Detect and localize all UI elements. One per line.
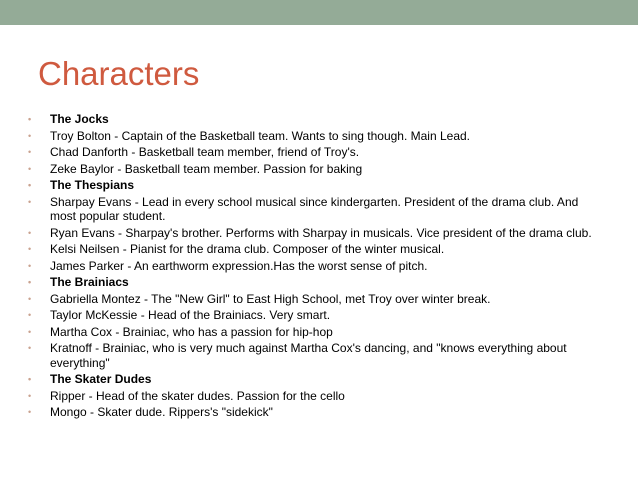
list-item — [28, 129, 598, 144]
list-item — [28, 405, 598, 420]
bullet-icon: • — [28, 374, 32, 384]
list-item — [28, 341, 598, 370]
list-item — [28, 259, 598, 274]
bullet-icon: • — [28, 196, 32, 207]
bullet-icon: • — [28, 147, 32, 157]
bullet-icon: • — [28, 407, 32, 417]
list-item-text: Zeke Baylor - Basketball team member. Passion for baking — [50, 161, 363, 176]
list-item-text: Taylor McKessie - Head of the Brainiacs. Very smart. — [50, 308, 331, 322]
bullet-icon: • — [28, 326, 32, 337]
list-item-text: Chad Danforth - Basketball team member, friend of Troy's. — [50, 145, 360, 159]
list-item — [28, 195, 598, 224]
list-item — [28, 242, 598, 257]
list-item — [28, 178, 598, 193]
list-item — [28, 325, 598, 340]
list-item-text: Sharpay Evans - Lead in every school musical since kindergarten. President of the drama club. And most popular student. — [50, 194, 579, 223]
list-item-text: Ryan Evans - Sharpay's brother. Performs with Sharpay in musicals. Vice president of the drama club. — [50, 225, 592, 240]
list-item-text: Gabriella Montez - The "New Girl" to East High School, met Troy over winter break. — [50, 291, 491, 306]
list-item-text: James Parker - An earthworm expression.Has the worst sense of pitch. — [50, 258, 428, 273]
character-list — [28, 112, 598, 422]
list-item — [28, 145, 598, 160]
bullet-icon: • — [28, 130, 32, 141]
list-item — [28, 112, 598, 127]
bullet-icon: • — [28, 227, 32, 238]
list-item — [28, 226, 598, 241]
bullet-icon: • — [28, 114, 32, 124]
bullet-icon: • — [28, 163, 32, 174]
bullet-icon: • — [28, 180, 32, 190]
bullet-icon: • — [28, 244, 32, 254]
list-item-text: Martha Cox - Brainiac, who has a passion for hip-hop — [50, 324, 333, 339]
list-item-text: The Brainiacs — [50, 275, 129, 289]
bullet-icon: • — [28, 343, 32, 353]
list-item-text: Ripper - Head of the skater dudes. Passion for the cello — [50, 388, 345, 403]
list-item — [28, 275, 598, 290]
bullet-icon: • — [28, 293, 32, 304]
list-item — [28, 389, 598, 404]
slide-title: Characters — [38, 55, 200, 92]
list-item-text: Mongo - Skater dude. Rippers's "sidekick" — [50, 405, 273, 419]
list-item-text: The Jocks — [50, 112, 109, 126]
bullet-icon: • — [28, 310, 32, 320]
bullet-icon: • — [28, 260, 32, 271]
list-item-text: The Skater Dudes — [50, 372, 152, 386]
top-accent-bar — [0, 0, 638, 25]
list-item-text: Kelsi Neilsen - Pianist for the drama club. Composer of the winter musical. — [50, 242, 445, 256]
list-item — [28, 292, 598, 307]
list-item-text: Kratnoff - Brainiac, who is very much against Martha Cox's dancing, and "knows everything about everything" — [50, 341, 567, 370]
bullet-icon: • — [28, 390, 32, 401]
list-item — [28, 308, 598, 323]
list-item — [28, 372, 598, 387]
list-item — [28, 162, 598, 177]
list-item-text: The Thespians — [50, 178, 135, 192]
bullet-icon: • — [28, 277, 32, 287]
list-item-text: Troy Bolton - Captain of the Basketball team. Wants to sing though. Main Lead. — [50, 128, 471, 143]
